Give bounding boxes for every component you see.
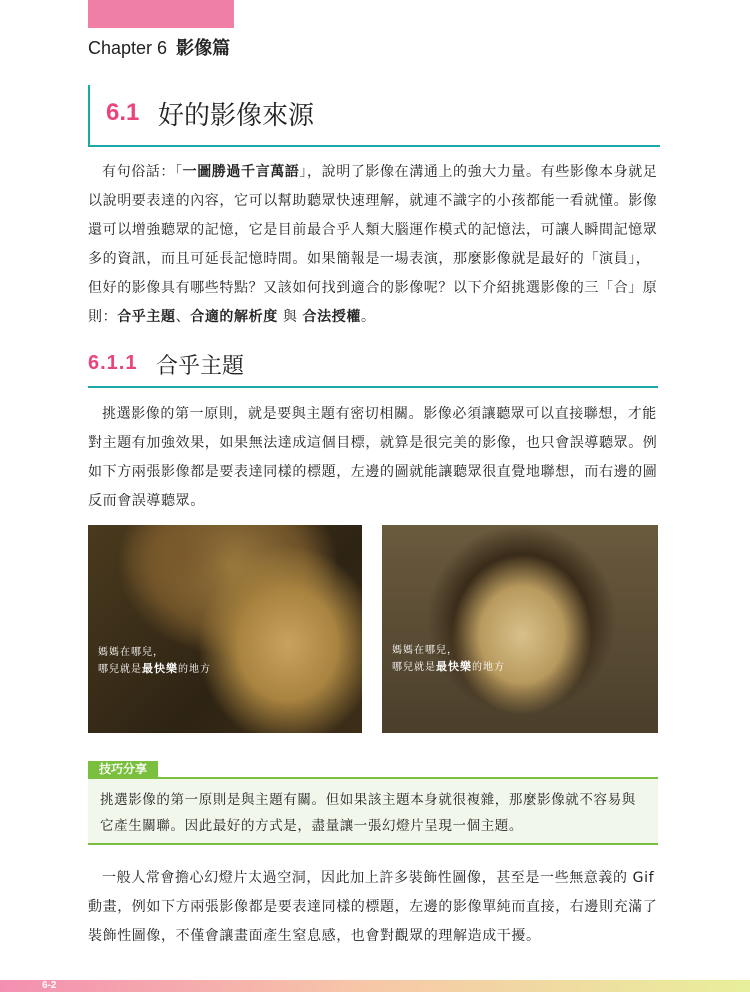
page-number: 6-2 bbox=[42, 980, 57, 991]
intro-text-body: 」，說明了影像在溝通上的強大力量。有些影像本身就足以說明要表達的內容，它可以幫助聽眾快速理解，就連不識字的小孩都能一看就懂。影像還可以增強聽眾的記憶，它是目前最合乎人類大腦運作模式的記憶法，可讓人瞬間記憶眾多的資訊，而且可延長記憶時間。如果簡報是一場表演，那麼影像就是最好的「演員」，但好的影像具有哪些特點？又該如何找到適合的影像呢？以下介紹挑選影像的三「合」原則： bbox=[88, 164, 658, 325]
caption-line-2 bbox=[98, 661, 211, 678]
photo-caption bbox=[392, 643, 505, 676]
photo-baby-with-headphones bbox=[382, 525, 658, 733]
principle-topic: 合乎主題 bbox=[117, 309, 176, 325]
caption-line-1: 媽媽在哪兒， bbox=[392, 645, 458, 656]
intro-text-end: 。 bbox=[360, 309, 376, 325]
tip-box bbox=[88, 779, 658, 845]
principle-resolution: 合適的解析度 bbox=[190, 309, 278, 325]
intro-paragraph bbox=[88, 158, 662, 332]
chapter-label: Chapter 6 bbox=[88, 38, 168, 58]
principle-license: 合法授權 bbox=[302, 309, 361, 325]
caption-line-2 bbox=[392, 659, 505, 676]
chapter-color-tab bbox=[88, 0, 234, 28]
footer-color-bar bbox=[0, 980, 750, 992]
section-heading bbox=[88, 85, 660, 147]
caption-prefix: 哪兒就是 bbox=[392, 662, 436, 673]
photo-caption bbox=[98, 645, 211, 678]
subsection-number: 6.1.1 bbox=[88, 352, 138, 374]
subsection-heading bbox=[88, 344, 658, 388]
intro-text-start: 有句俗話：「 bbox=[102, 164, 183, 180]
chapter-title: 影像篇 bbox=[176, 38, 231, 59]
caption-line-1: 媽媽在哪兒， bbox=[98, 647, 164, 658]
tip-text: 挑選影像的第一原則是與主題有關。但如果該主題本身就很複雜，那麼影像就不容易與它產生關聯。因此最好的方式是，盡量讓一張幻燈片呈現一個主題。 bbox=[100, 792, 636, 834]
body-paragraph-topic: 挑選影像的第一原則，就是要與主題有密切相關。影像必須讓聽眾可以直接聯想，才能對主題有加強效果，如果無法達成這個目標，就算是很完美的影像，也只會誤導聽眾。例如下方兩張影像都是要表達同樣的標題，左邊的圖就能讓聽眾很直覺地聯想，而右邊的圖反而會誤導聽眾。 bbox=[88, 406, 658, 509]
section-title: 好的影像來源 bbox=[158, 101, 315, 131]
tip-label: 技巧分享 bbox=[88, 761, 158, 778]
section-number: 6.1 bbox=[106, 99, 140, 126]
photo-mother-and-baby bbox=[88, 525, 362, 733]
subsection-title: 合乎主題 bbox=[156, 354, 245, 379]
caption-emphasis: 最快樂 bbox=[436, 660, 472, 673]
caption-suffix: 的地方 bbox=[472, 662, 505, 673]
caption-suffix: 的地方 bbox=[178, 664, 211, 675]
caption-prefix: 哪兒就是 bbox=[98, 664, 142, 675]
caption-emphasis: 最快樂 bbox=[142, 662, 178, 675]
running-header bbox=[88, 34, 230, 60]
body-paragraph-decoration: 一般人常會擔心幻燈片太過空洞，因此加上許多裝飾性圖像，甚至是一些無意義的 Gif 動畫，例如下方兩張影像都是要表達同樣的標題，左邊的影像單純而直接，右邊則充滿了裝飾性圖像，不僅會讓畫面產生窒息感，也會對觀眾的理解造成干擾。 bbox=[88, 870, 658, 944]
intro-quote: 一圖勝過千言萬語 bbox=[182, 164, 300, 180]
principle-separator-and: 與 bbox=[277, 309, 303, 325]
principle-separator: 、 bbox=[175, 309, 191, 325]
